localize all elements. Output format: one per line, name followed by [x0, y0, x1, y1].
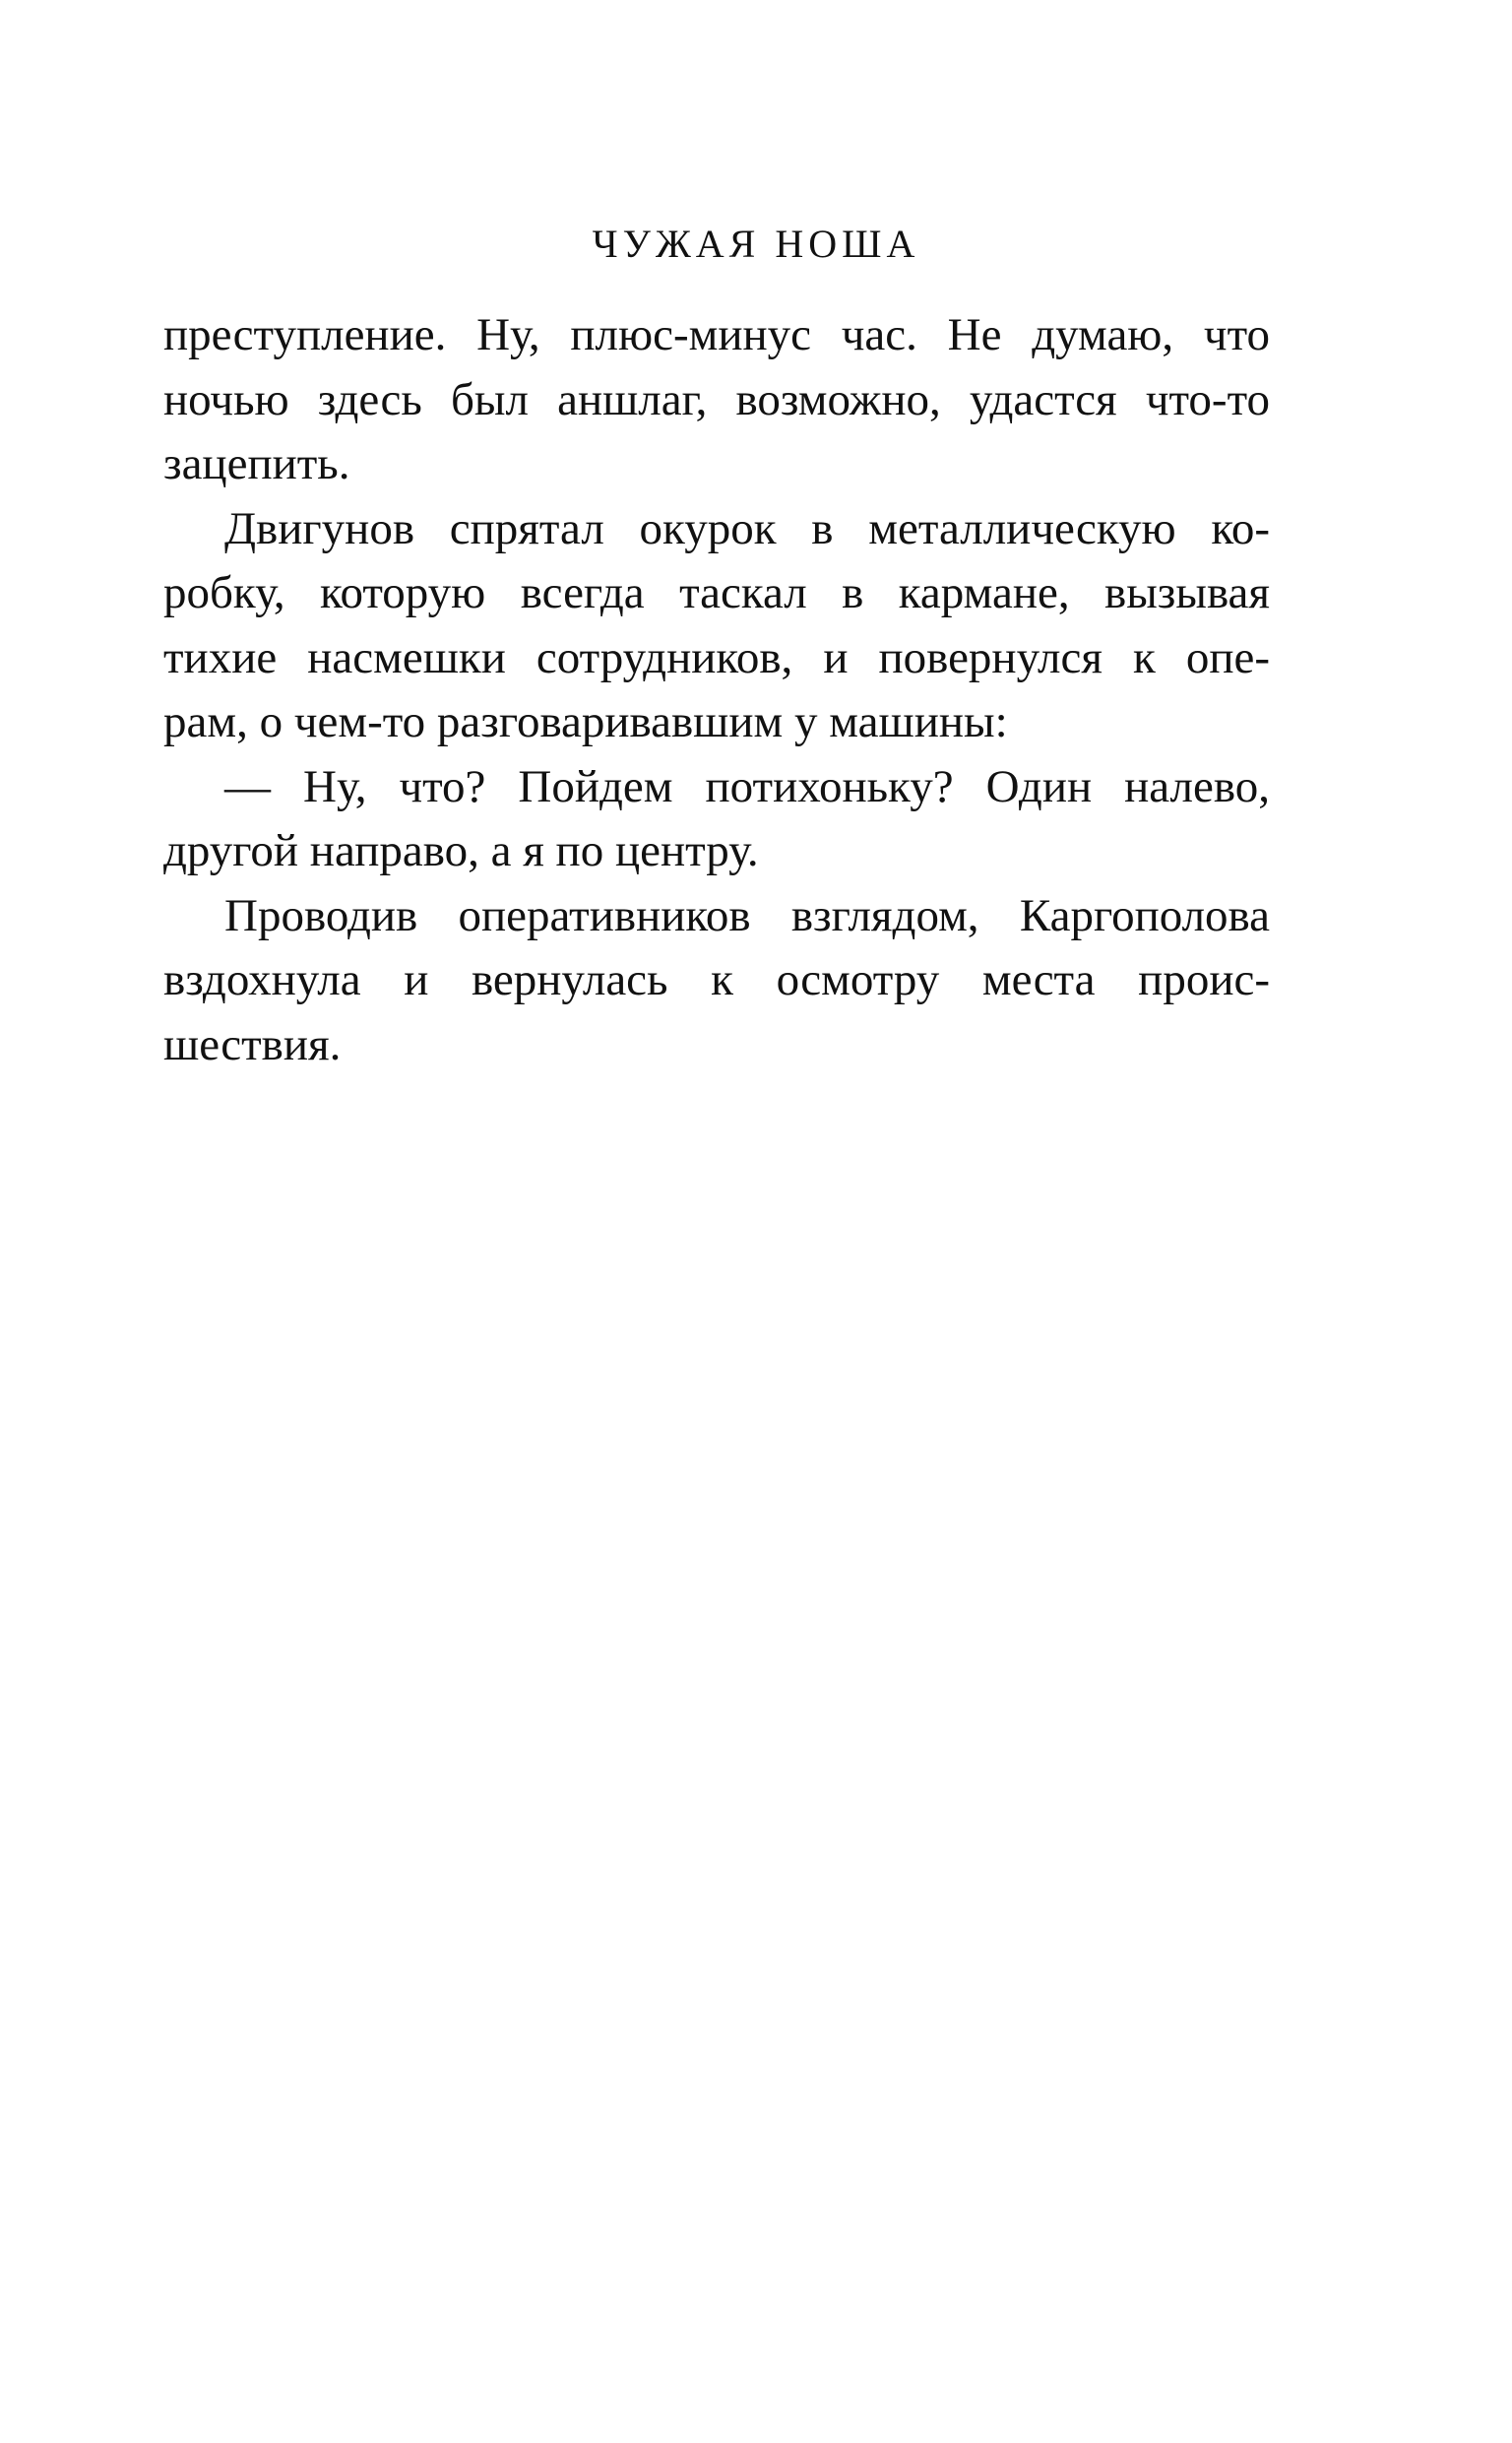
text-line: робку, которую всегда таскал в кармане, вызывая [163, 567, 1270, 618]
text-line: — Ну, что? Пойдем потихоньку? Один налево, [224, 760, 1270, 812]
text-line: другой направо, а я по центру. [163, 825, 759, 876]
text-line: тихие насмешки сотрудников, и повернулся к опе- [163, 631, 1270, 683]
text-line: преступление. Ну, плюс-минус час. Не думаю, что [163, 309, 1270, 360]
text-line: рам, о чем-то разговаривавшим у машины: [163, 696, 1008, 747]
text-line: шествия. [163, 1018, 342, 1070]
text-line: зацепить. [163, 438, 350, 489]
running-header: ЧУЖАЯ НОША [592, 222, 920, 266]
text-line: Проводив оперативников взглядом, Каргополова [224, 889, 1270, 941]
page-body-text [163, 303, 1270, 1077]
text-line: ночью здесь был аншлаг, возможно, удастся что-то [163, 373, 1270, 425]
text-line: Двигунов спрятал окурок в металлическую ко- [224, 502, 1270, 554]
text-line: вздохнула и вернулась к осмотру места проис- [163, 954, 1270, 1005]
